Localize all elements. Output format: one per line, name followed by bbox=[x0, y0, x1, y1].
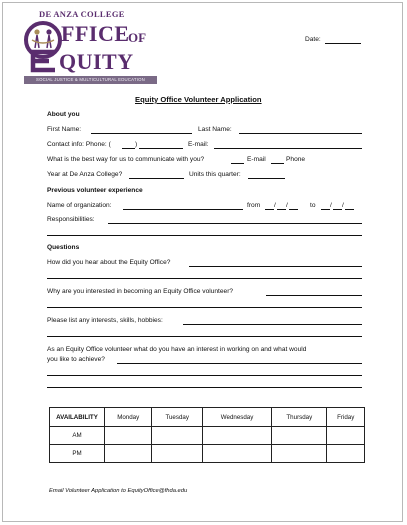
answer-hear-about[interactable] bbox=[189, 266, 362, 267]
to-label: to bbox=[310, 202, 316, 209]
logo-tagline: SOCIAL JUSTICE & MULTICULTURAL EDUCATION bbox=[24, 76, 157, 84]
to-sep-2: / bbox=[342, 202, 344, 209]
date-input[interactable] bbox=[325, 43, 361, 44]
first-name-input[interactable] bbox=[91, 133, 192, 134]
am-friday-cell[interactable] bbox=[327, 427, 365, 445]
responsibilities-line-2[interactable] bbox=[47, 235, 362, 236]
tuesday-header: Tuesday bbox=[152, 408, 203, 427]
answer-why-interested-line-2[interactable] bbox=[47, 307, 362, 308]
last-name-input[interactable] bbox=[239, 133, 362, 134]
contact-close-paren: ) bbox=[135, 141, 138, 148]
pm-wednesday-cell[interactable] bbox=[202, 445, 271, 463]
pm-label: PM bbox=[50, 445, 105, 463]
date-label: Date: bbox=[305, 36, 321, 43]
email-choice-blank[interactable] bbox=[231, 163, 244, 164]
to-day-input[interactable] bbox=[333, 209, 342, 210]
question-achieve-line-1: As an Equity Office volunteer what do you have an interest in working on and what would bbox=[47, 346, 307, 353]
answer-hear-about-line-2[interactable] bbox=[47, 278, 362, 279]
phone-area-input[interactable] bbox=[122, 148, 135, 149]
availability-header-row bbox=[50, 408, 365, 427]
from-day-input[interactable] bbox=[277, 209, 286, 210]
first-name-label: First Name: bbox=[47, 126, 82, 133]
about-heading: About you bbox=[47, 111, 80, 118]
responsibilities-label: Responsibilities: bbox=[47, 216, 95, 223]
questions-heading: Questions bbox=[47, 244, 80, 251]
question-why-interested: Why are you interested in becoming an Equity Office volunteer? bbox=[47, 288, 234, 295]
email-option: E-mail bbox=[247, 156, 266, 163]
to-sep-1: / bbox=[330, 202, 332, 209]
year-label: Year at De Anza College? bbox=[47, 171, 123, 178]
communicate-question: What is the best way for us to communicate with you? bbox=[47, 156, 205, 163]
application-page bbox=[2, 2, 403, 522]
from-month-input[interactable] bbox=[265, 209, 274, 210]
answer-why-interested[interactable] bbox=[266, 295, 362, 296]
from-sep-1: / bbox=[274, 202, 276, 209]
phone-option: Phone bbox=[286, 156, 306, 163]
organization-input[interactable] bbox=[123, 209, 243, 210]
to-year-input[interactable] bbox=[345, 209, 354, 210]
am-tuesday-cell[interactable] bbox=[152, 427, 203, 445]
pm-friday-cell[interactable] bbox=[327, 445, 365, 463]
answer-achieve[interactable] bbox=[117, 363, 362, 364]
form-title: Equity Office Volunteer Application bbox=[135, 95, 262, 104]
units-label: Units this quarter: bbox=[189, 171, 241, 178]
from-year-input[interactable] bbox=[289, 209, 298, 210]
answer-interests[interactable] bbox=[183, 324, 362, 325]
units-input[interactable] bbox=[248, 178, 285, 179]
email-label: E-mail: bbox=[188, 141, 209, 148]
responsibilities-input[interactable] bbox=[108, 223, 362, 224]
monday-header: Monday bbox=[105, 408, 152, 427]
answer-interests-line-2[interactable] bbox=[47, 336, 362, 337]
from-sep-2: / bbox=[286, 202, 288, 209]
from-label: from bbox=[247, 202, 261, 209]
availability-header-cell: AVAILABILITY bbox=[50, 408, 105, 427]
pm-row bbox=[50, 445, 365, 463]
email-input[interactable] bbox=[214, 148, 362, 149]
question-hear-about: How did you hear about the Equity Office? bbox=[47, 259, 171, 266]
logo-equity: QUITY bbox=[59, 49, 134, 74]
friday-header: Friday bbox=[327, 408, 365, 427]
pm-tuesday-cell[interactable] bbox=[152, 445, 203, 463]
question-interests: Please list any interests, skills, hobbies: bbox=[47, 317, 163, 324]
am-label: AM bbox=[50, 427, 105, 445]
last-name-label: Last Name: bbox=[198, 126, 232, 133]
am-monday-cell[interactable] bbox=[105, 427, 152, 445]
phone-choice-blank[interactable] bbox=[271, 163, 284, 164]
email-instructions: Email Volunteer Application to EquityOffice@fhda.edu bbox=[49, 488, 188, 494]
answer-achieve-line-2[interactable] bbox=[47, 375, 362, 376]
am-thursday-cell[interactable] bbox=[272, 427, 327, 445]
contact-phone-label: Contact info: Phone: ( bbox=[47, 141, 111, 148]
logo-of: OF bbox=[128, 30, 147, 45]
year-input[interactable] bbox=[129, 178, 184, 179]
organization-label: Name of organization: bbox=[47, 202, 112, 209]
phone-number-input[interactable] bbox=[139, 148, 183, 149]
pm-monday-cell[interactable] bbox=[105, 445, 152, 463]
availability-table bbox=[49, 407, 365, 463]
college-name: DE ANZA COLLEGE bbox=[39, 9, 125, 19]
am-wednesday-cell[interactable] bbox=[202, 427, 271, 445]
previous-heading: Previous volunteer experience bbox=[47, 187, 143, 194]
answer-achieve-line-3[interactable] bbox=[47, 387, 362, 388]
to-month-input[interactable] bbox=[321, 209, 330, 210]
thursday-header: Thursday bbox=[272, 408, 327, 427]
question-achieve-line-2: you like to achieve? bbox=[47, 356, 105, 363]
wednesday-header: Wednesday bbox=[202, 408, 271, 427]
logo-office: FFICE bbox=[61, 21, 130, 46]
pm-thursday-cell[interactable] bbox=[272, 445, 327, 463]
am-row bbox=[50, 427, 365, 445]
logo-e-icon bbox=[27, 49, 61, 71]
